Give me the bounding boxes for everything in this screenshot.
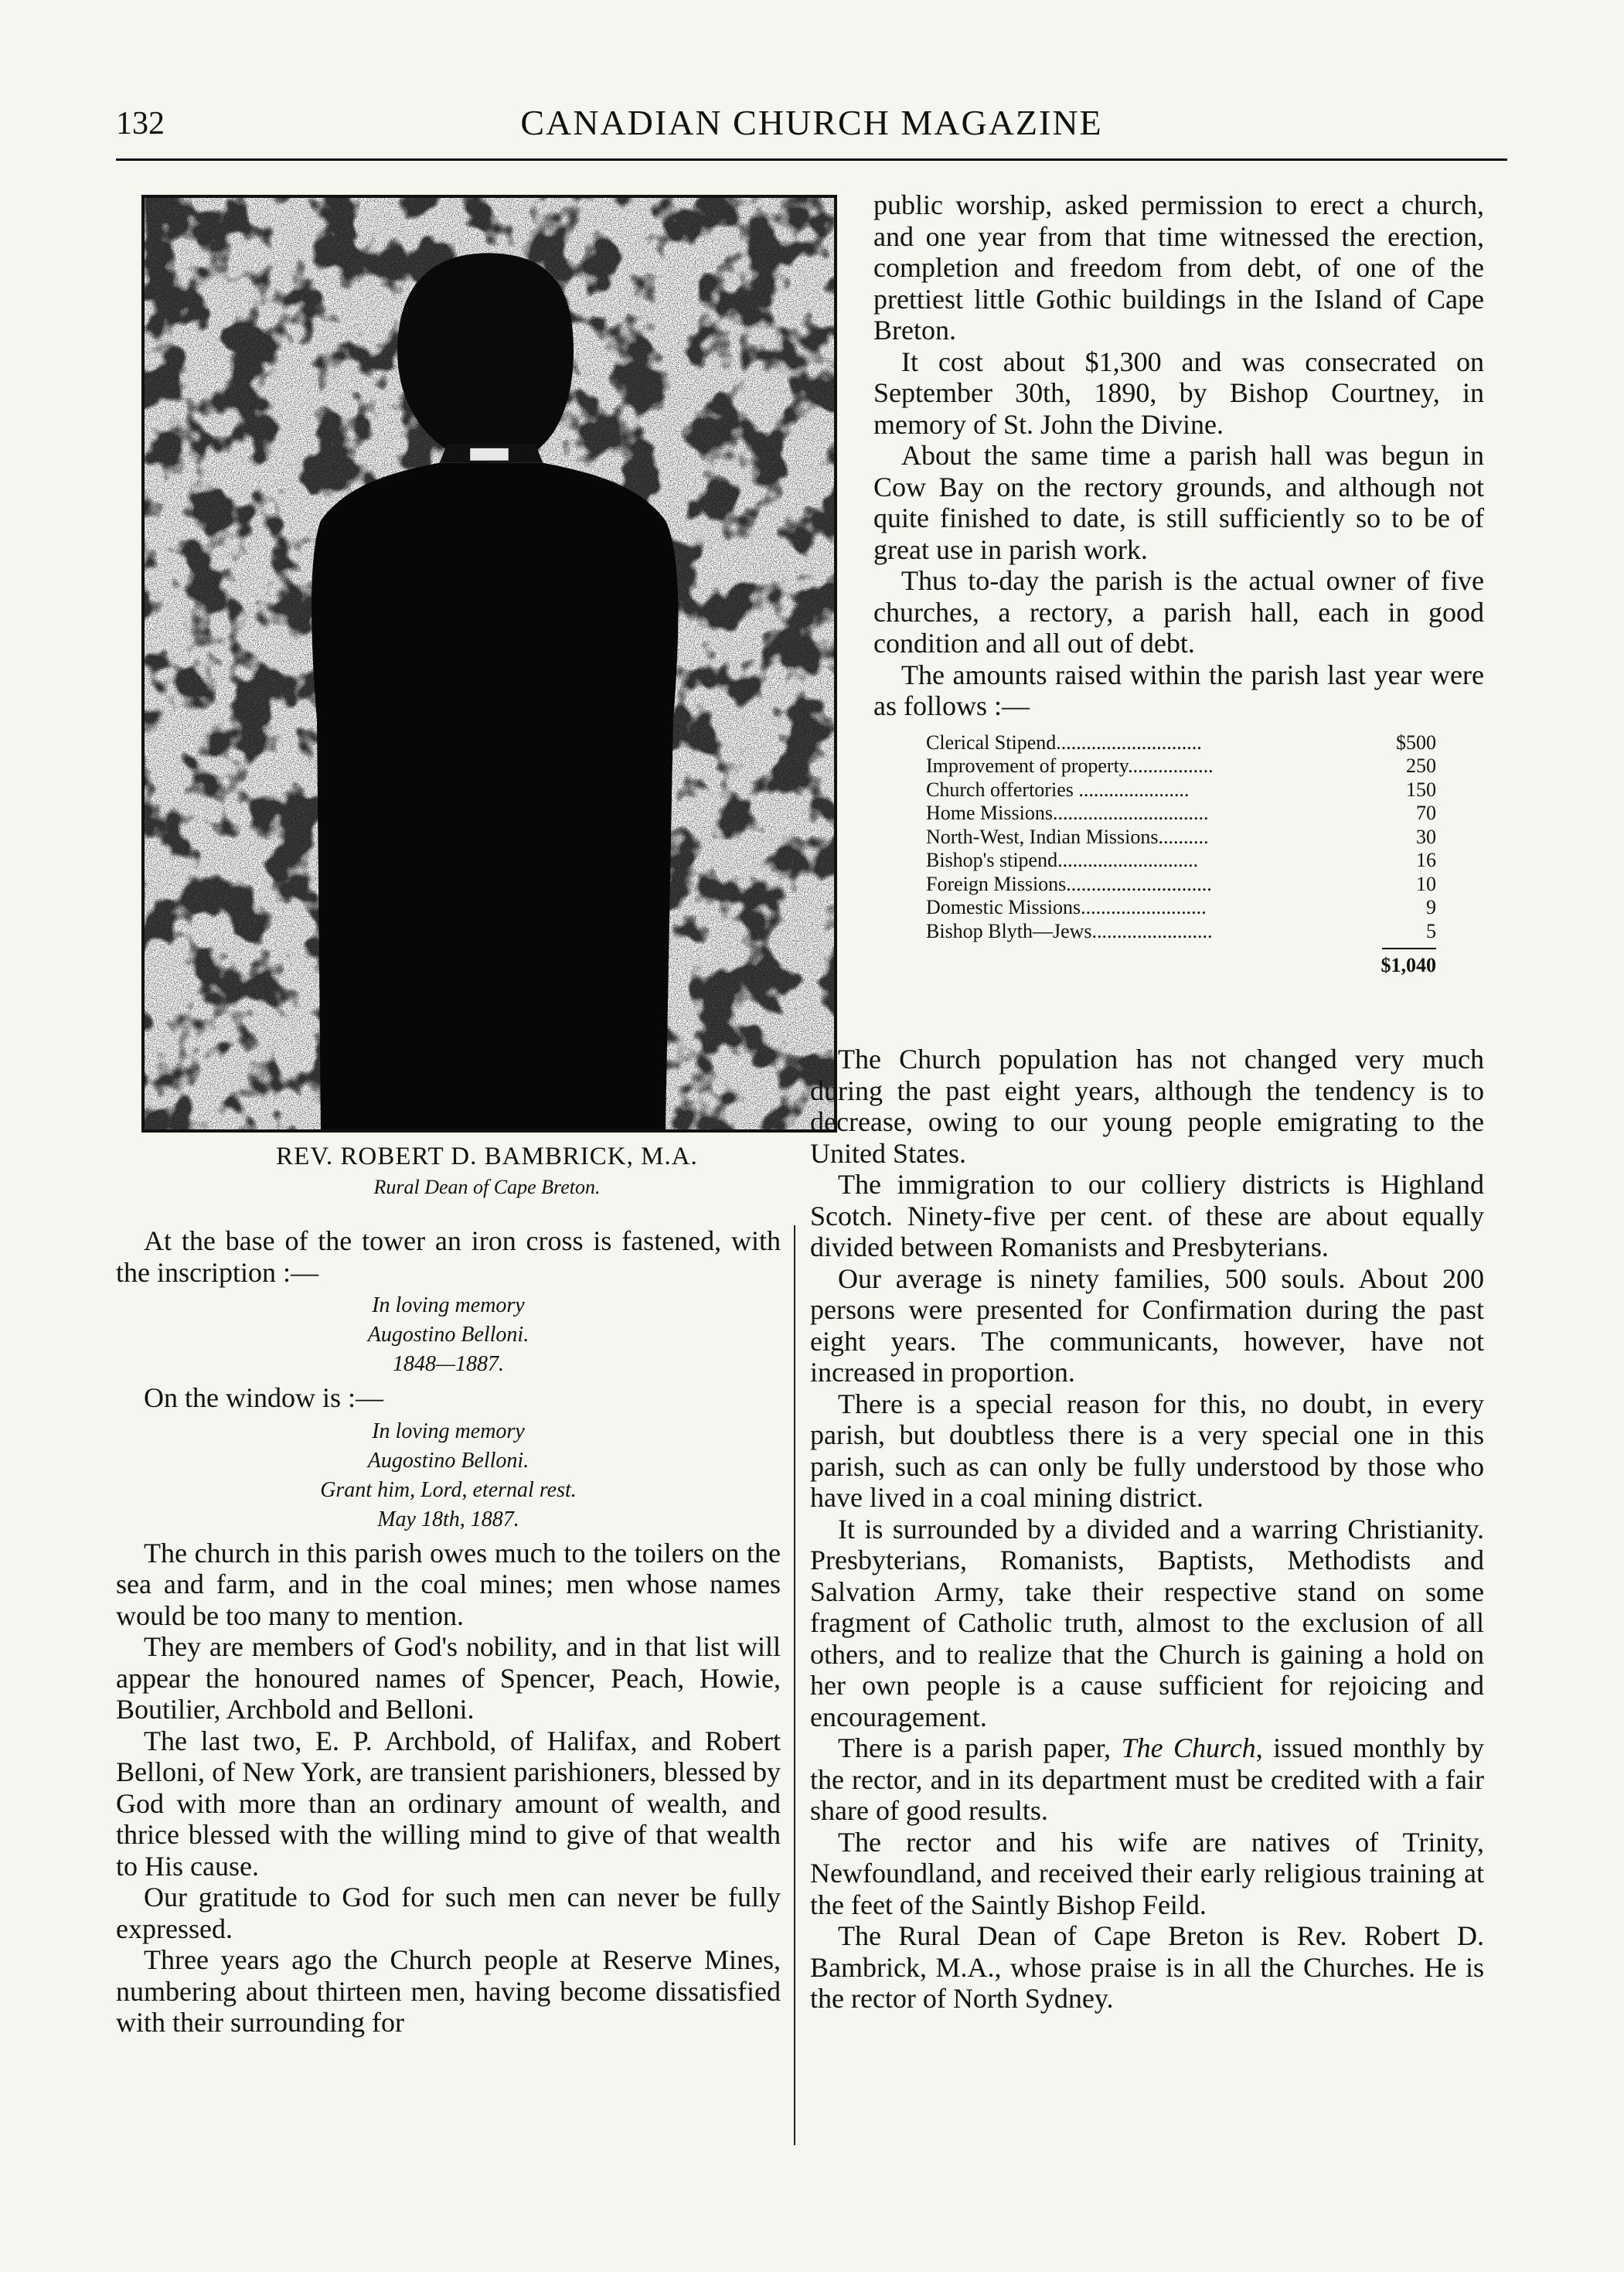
inscription-line: Grant him, Lord, eternal rest.	[320, 1477, 577, 1502]
inscription-line: In loving memory	[372, 1293, 525, 1317]
right-column-bottom	[810, 1044, 1484, 2015]
paragraph: Our average is ninety families, 500 souls. About 200 persons were presented for Confirmation during the past eight years. The communicants, however, have not increased in proportion.	[810, 1262, 1484, 1388]
inscription-line: Augostino Belloni.	[367, 1323, 529, 1347]
paragraph: It is surrounded by a divided and a warring Christianity. Presbyterians, Romanists, Baptists, Methodists and Salvation Army, take their respective stand on some fragment of Catholic truth, almost to the exclusion of all others, and to realize that the Church is gaining a hold on her own people is a cause sufficient for rejoicing and encouragement.	[810, 1513, 1484, 1732]
header-rule	[116, 158, 1507, 161]
amount-label: Improvement of property.................	[926, 754, 1214, 777]
paragraph: The Church population has not changed very much during the past eight years, although the tendency is to decrease, owing to our young people emigrating to the United States.	[810, 1044, 1484, 1169]
amount-value: $500	[1396, 731, 1436, 754]
amount-label: Bishop Blyth—Jews........................	[926, 919, 1213, 942]
amount-row	[926, 778, 1436, 802]
amount-row	[926, 873, 1436, 897]
amount-row	[926, 754, 1436, 778]
amount-value: 16	[1416, 849, 1436, 871]
inscription-line: 1848—1887.	[393, 1352, 504, 1376]
paragraph: The amounts raised within the parish last year were as follows :—	[873, 659, 1484, 721]
caption-role: Rural Dean of Cape Breton.	[373, 1176, 601, 1198]
inscription-line: Augostino Belloni.	[367, 1448, 529, 1473]
page-header	[116, 99, 1507, 155]
paragraph: public worship, asked permission to erect a church, and one year from that time witnessed the erection, completion and freedom from debt, of one of the prettiest little Gothic buildings in the Island of Cape Breton.	[873, 189, 1484, 346]
paragraph: The immigration to our colliery districts is Highland Scotch. Ninety-five per cent. of these are about equally divided between Romanists and Presbyterians.	[810, 1169, 1484, 1262]
amount-label: Clerical Stipend.............................	[926, 731, 1202, 754]
inscription-line: In loving memory	[372, 1419, 525, 1443]
caption-name: REV. ROBERT D. BAMBRICK, M.A.	[276, 1143, 698, 1170]
amount-row	[926, 802, 1436, 826]
paragraph: They are members of God's nobility, and in that list will appear the honoured names of Spencer, Peach, Howie, Boutilier, Archbold and Belloni.	[116, 1631, 781, 1725]
paragraph: The last two, E. P. Archbold, of Halifax, and Robert Belloni, of New York, are transient parishioners, blessed by God with more than an ordinary amount of wealth, and thrice blessed with the willing mind to give of that wealth to His cause.	[116, 1725, 781, 1882]
amount-value: 5	[1426, 919, 1436, 942]
paragraph: It cost about $1,300 and was consecrated on September 30th, 1890, by Bishop Courtney, in memory of St. John the Divine.	[873, 346, 1484, 440]
amount-value: 70	[1416, 802, 1436, 824]
amount-row	[926, 826, 1436, 850]
portrait-photo	[141, 195, 837, 1133]
paragraph: At the base of the tower an iron cross is fastened, with the inscription :—	[116, 1225, 781, 1288]
amount-value: 30	[1416, 825, 1436, 848]
text-run: , issued monthly by the rector, and in its department must be credited with a fair share of good results.	[810, 1732, 1484, 1826]
paragraph	[810, 1732, 1484, 1827]
paragraph: The rector and his wife are natives of Trinity, Newfoundland, and received their early religious training at the feet of the Saintly Bishop Feild.	[810, 1826, 1484, 1920]
amount-value: 9	[1426, 896, 1436, 918]
amount-value: 250	[1406, 754, 1436, 777]
right-column-top	[873, 189, 1484, 978]
amount-label: Domestic Missions.........................	[926, 896, 1207, 918]
amount-row	[926, 896, 1436, 920]
portrait-caption	[116, 1143, 858, 1199]
left-column	[116, 1225, 781, 2039]
paragraph: The Rural Dean of Cape Breton is Rev. Robert D. Bambrick, M.A., whose praise is in all the Churches. He is the rector of North Sydney.	[810, 1920, 1484, 2014]
total-rule	[1382, 948, 1436, 949]
amount-value: 10	[1416, 872, 1436, 895]
column-divider	[794, 1225, 795, 2145]
amount-row	[926, 920, 1436, 944]
paragraph: Thus to-day the parish is the actual owner of five churches, a rectory, a parish hall, each in good condition and all out of debt.	[873, 565, 1484, 659]
paragraph: There is a special reason for this, no doubt, in every parish, but doubtless there is a very special one in this parish, such as can only be fully understood by those who have lived in a coal mining district.	[810, 1388, 1484, 1513]
paragraph: Our gratitude to God for such men can never be fully expressed.	[116, 1882, 781, 1944]
paragraph: Three years ago the Church people at Reserve Mines, numbering about thirteen men, having become dissatisfied with their surrounding for	[116, 1944, 781, 2038]
amount-label: Foreign Missions.............................	[926, 872, 1212, 895]
parish-paper-title: The Church	[1121, 1732, 1256, 1763]
amount-row	[926, 849, 1436, 873]
amount-total: $1,040	[1381, 954, 1436, 976]
page-number: 132	[116, 106, 165, 141]
amounts-table	[926, 731, 1436, 978]
inscription-cross	[116, 1291, 781, 1379]
amount-label: North-West, Indian Missions..........	[926, 825, 1209, 848]
window-intro: On the window is :—	[144, 1382, 383, 1413]
magazine-title: CANADIAN CHURCH MAGAZINE	[520, 103, 1103, 142]
amount-row	[926, 731, 1436, 755]
inscription-line: May 18th, 1887.	[377, 1507, 519, 1531]
amount-label: Church offertories ......................	[926, 778, 1190, 801]
text-run: There is a parish paper,	[838, 1732, 1122, 1763]
amount-value: 150	[1406, 778, 1436, 801]
amount-label: Home Missions...............................	[926, 802, 1209, 824]
inscription-window	[116, 1417, 781, 1535]
paragraph: About the same time a parish hall was begun in Cow Bay on the rectory grounds, and although not quite finished to date, is still sufficiently so to be of great use in parish work.	[873, 440, 1484, 565]
portrait-image	[145, 198, 834, 1129]
amount-label: Bishop's stipend............................	[926, 849, 1199, 871]
paragraph: The church in this parish owes much to the toilers on the sea and farm, and in the coal mines; men whose names would be too many to mention.	[116, 1537, 781, 1631]
